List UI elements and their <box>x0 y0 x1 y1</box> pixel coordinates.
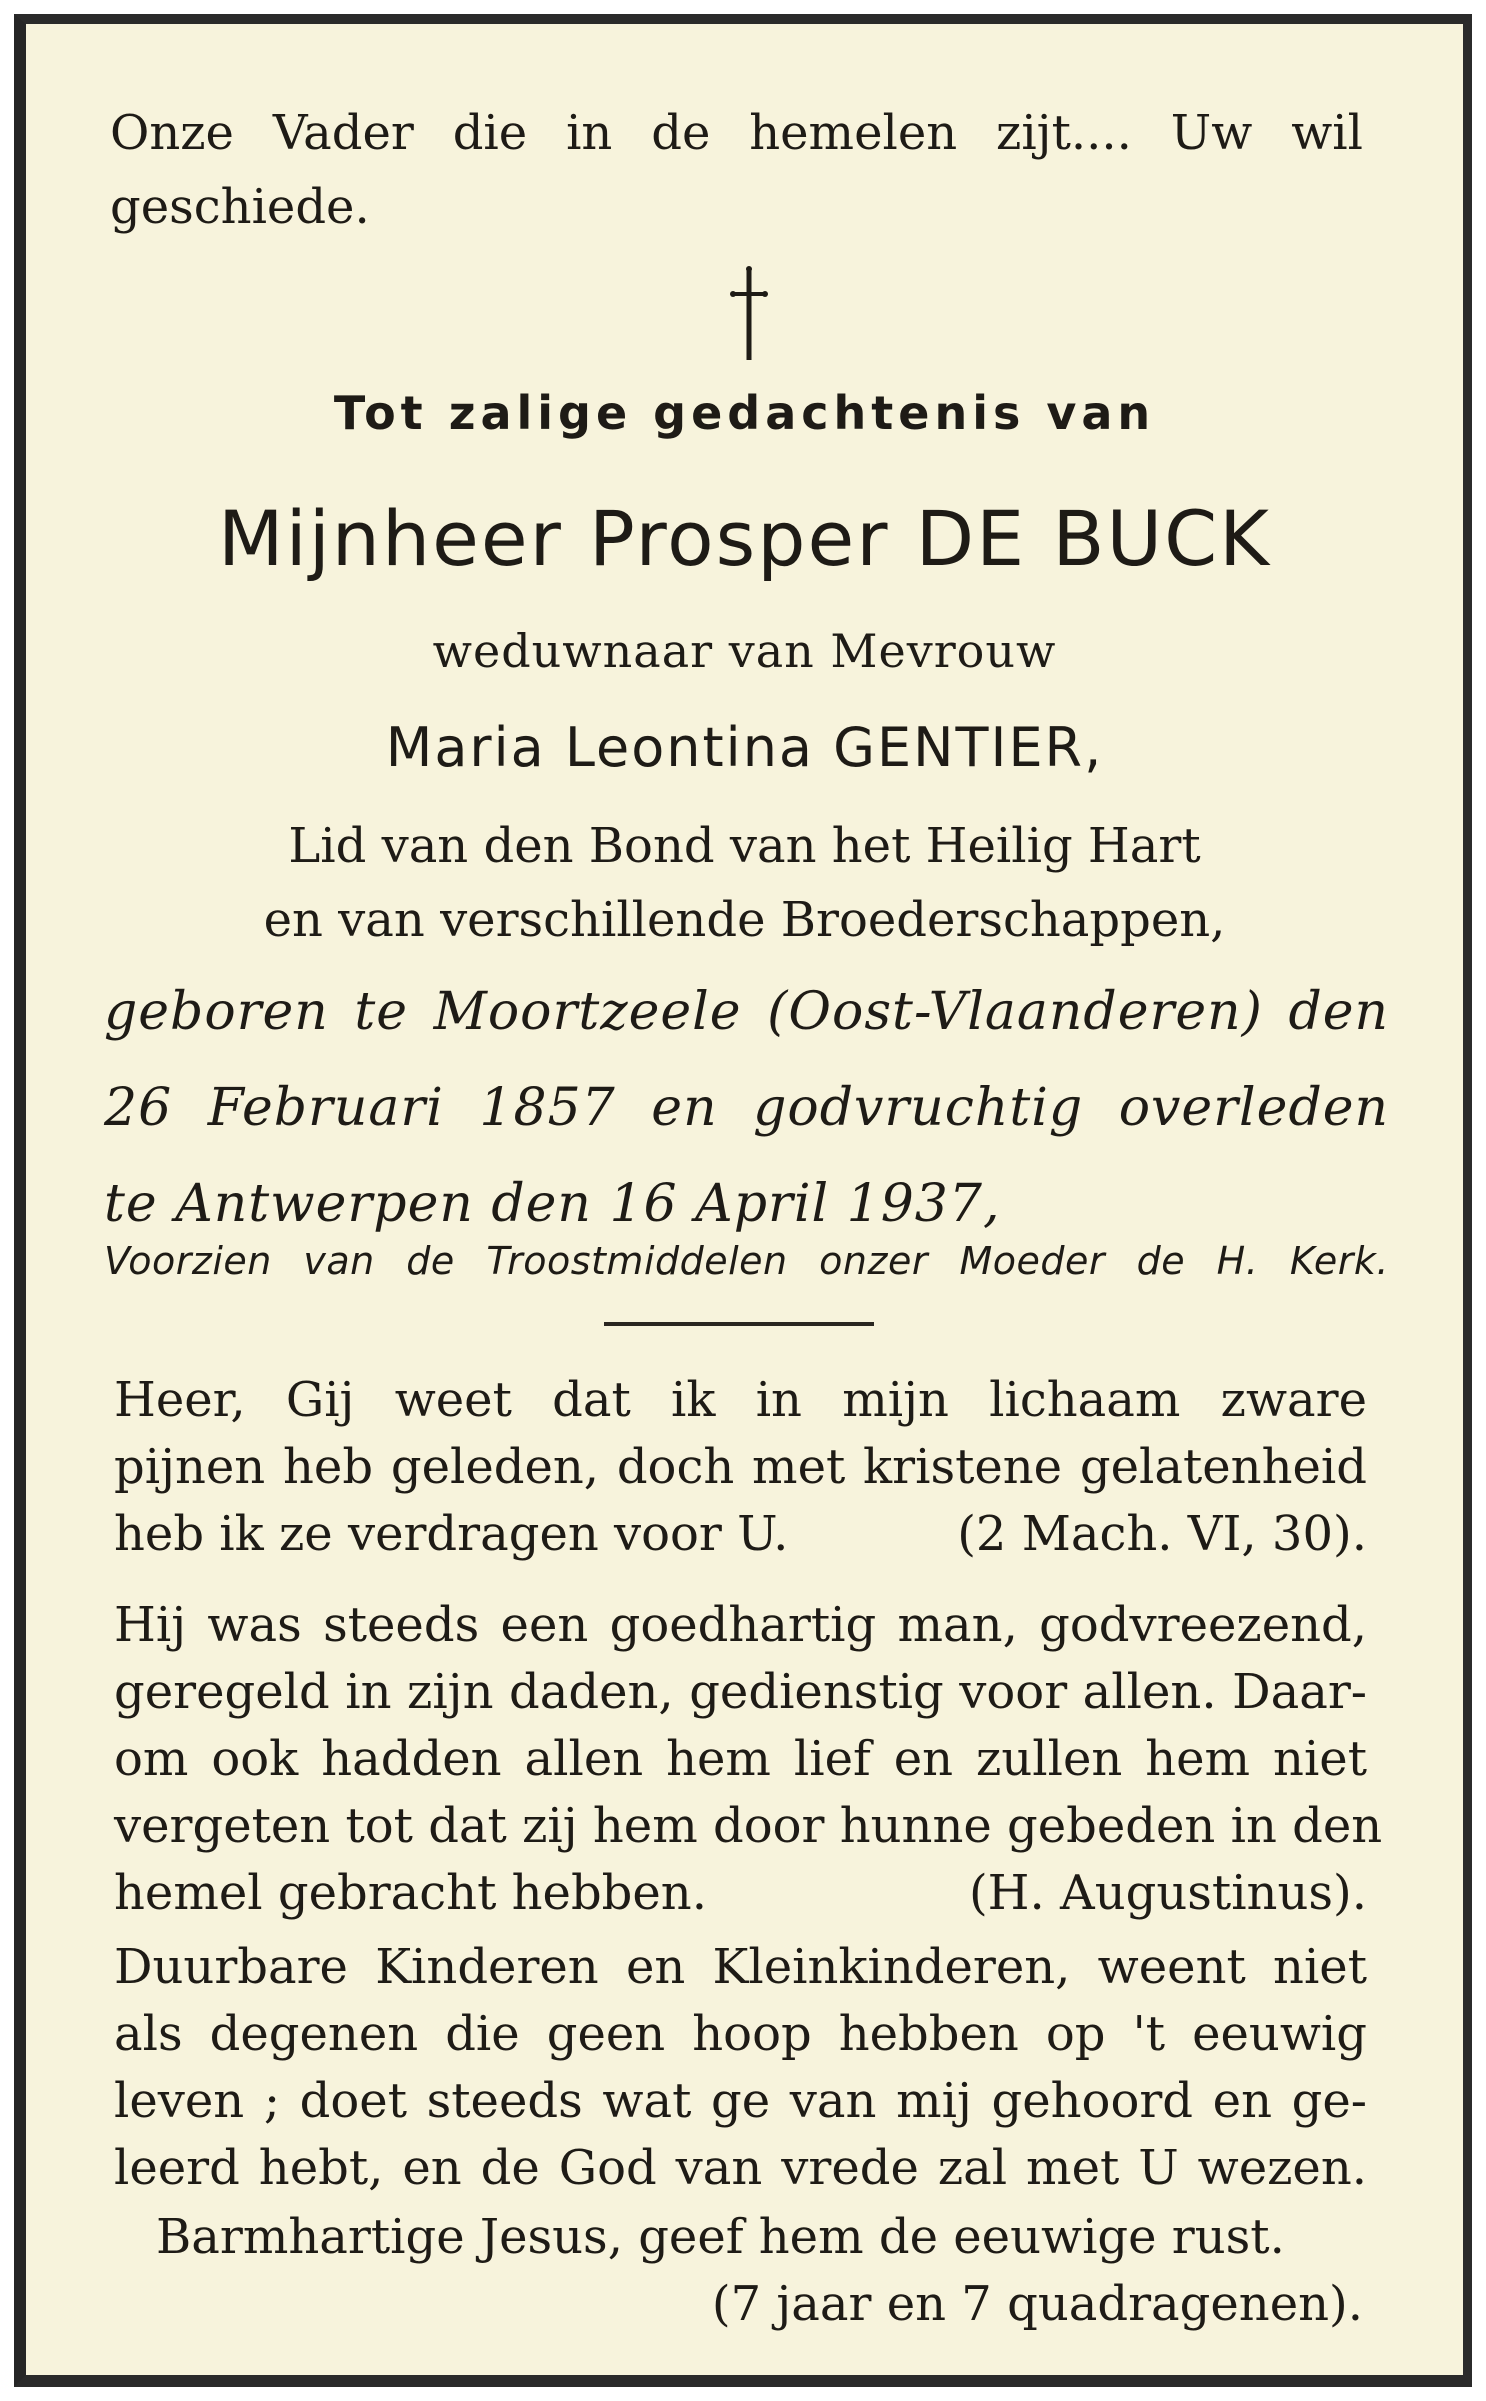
paragraph-2-line-3: om ook hadden allen hem lief en zullen hem niet <box>114 1731 1367 1787</box>
sacraments-line: Voorzien van de Troostmiddelen onzer Moeder de H. Kerk. <box>104 1239 1389 1283</box>
paragraph-2-line-2: geregeld in zijn daden, gedienstig voor allen. Daar- <box>114 1664 1367 1720</box>
membership-line-1: Lid van den Bond van het Heilig Hart <box>288 818 1201 874</box>
spouse-name: Maria Leontina GENTIER, <box>385 716 1104 779</box>
widower-line: weduwnaar van Mevrouw <box>432 624 1057 678</box>
augustinus-reference: (H. Augustinus). <box>968 1865 1367 1921</box>
opening-prayer-line-1: Onze Vader die in de hemelen zijt.... Uw wil <box>110 105 1363 161</box>
paragraph-3-line-2: als degenen die geen hoop hebben op 't eeuwig <box>114 2006 1367 2062</box>
paragraph-3-line-3: leven ; doet steeds wat ge van mij gehoord en ge- <box>114 2073 1367 2129</box>
paragraph-1-line-3 <box>114 1501 1367 1568</box>
paragraph-1-line-1: Heer, Gij weet dat ik in mijn lichaam zware <box>114 1372 1367 1428</box>
life-dates-line-2: 26 Februari 1857 en godvruchtig overleden <box>104 1078 1389 1138</box>
life-dates-line-1: geboren te Moortzeele (Oost-Vlaanderen) den <box>104 982 1389 1042</box>
membership-line-2: en van verschillende Broederschappen, <box>263 892 1226 948</box>
paragraph-suffering <box>114 1367 1367 1568</box>
cross-icon <box>729 264 769 364</box>
opening-prayer <box>110 96 1363 244</box>
paragraph-3-line-1: Duurbare Kinderen en Kleinkinderen, weent niet <box>114 1939 1367 1995</box>
paragraph-1-line-3-text: heb ik ze verdragen voor U. <box>114 1506 789 1562</box>
deceased-name: Mijnheer Prosper DE BUCK <box>218 494 1271 583</box>
paragraph-2-line-4: vergeten tot dat zij hem door hunne gebeden in den <box>114 1798 1383 1854</box>
life-dates-line-3: te Antwerpen den 16 April 1937, <box>104 1174 1001 1234</box>
life-dates <box>104 964 1389 1252</box>
paragraph-children <box>114 1934 1367 2202</box>
memorial-heading: Tot zalige gedachtenis van <box>333 386 1156 440</box>
membership <box>26 809 1463 957</box>
indulgence-note: (7 jaar en 7 quadragenen). <box>711 2276 1363 2332</box>
paragraph-1-line-2: pijnen heb geleden, doch met kristene gelatenheid <box>114 1439 1367 1495</box>
paragraph-2-line-5 <box>114 1860 1367 1927</box>
paragraph-2-line-5-text: hemel gebracht hebben. <box>114 1865 707 1921</box>
paragraph-3-line-4: leerd hebt, en de God van vrede zal met U wezen. <box>114 2140 1367 2196</box>
closing-prayer: Barmhartige Jesus, geef hem de eeuwige rust. <box>156 2209 1285 2265</box>
scripture-reference: (2 Mach. VI, 30). <box>957 1506 1367 1562</box>
divider-rule <box>604 1322 874 1326</box>
memorial-card <box>14 14 1472 2387</box>
opening-prayer-line-2: geschiede. <box>110 179 370 235</box>
paragraph-2-line-1: Hij was steeds een goedhartig man, godvreezend, <box>114 1597 1367 1653</box>
paragraph-character <box>114 1592 1383 1927</box>
